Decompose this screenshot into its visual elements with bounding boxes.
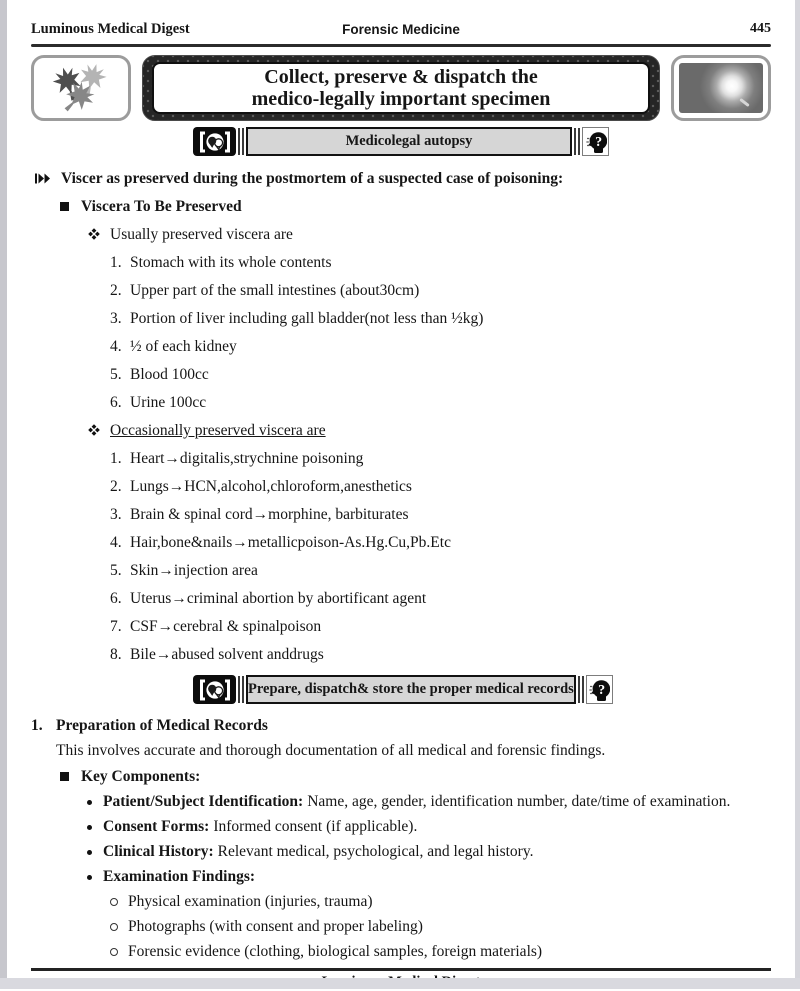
list-item: Lungs→HCN,alcohol,chloroform,anesthetics <box>130 478 412 495</box>
list-item: Heart→digitalis,strychnine poisoning <box>130 450 364 467</box>
usually-preserved-text: Usually preserved viscera are <box>110 226 293 243</box>
occasionally-preserved-text: Occasionally preserved viscera are <box>110 422 326 439</box>
records-heading-title: Preparation of Medical Records <box>56 717 268 734</box>
poisoning-heading <box>31 169 771 189</box>
chapter-title-line2: medico-legally important specimen <box>251 88 551 110</box>
four-diamond-bullet-icon <box>88 424 100 436</box>
footer-rule <box>31 968 771 971</box>
maple-leaves-icon <box>37 59 125 117</box>
two-faces-icon <box>193 127 236 156</box>
component-text: Informed consent (if applicable). <box>213 818 418 835</box>
records-heading-number: 1. <box>31 717 43 734</box>
chapter-banner-row <box>31 55 771 121</box>
viscera-subheading <box>31 197 771 217</box>
chapter-title-text <box>152 62 650 114</box>
bar-separator <box>238 128 244 155</box>
component-label: Consent Forms: <box>103 818 210 835</box>
svg-text:?: ? <box>598 682 606 698</box>
bar-separator <box>578 676 584 703</box>
svg-text:?: ? <box>594 134 602 150</box>
occasionally-preserved-label <box>31 421 771 441</box>
topic-bar-medical-records <box>193 675 609 704</box>
square-bullet-icon <box>60 202 69 211</box>
list-item: Hair,bone&nails→metallicpoison-As.Hg.Cu,Pb.Etc <box>130 534 451 551</box>
document-page <box>7 0 795 978</box>
component-label: Clinical History: <box>103 843 214 860</box>
usually-preserved-list <box>31 253 771 413</box>
chapter-title-banner <box>142 55 660 121</box>
list-item: Portion of liver including gall bladder(not less than ½kg) <box>130 310 484 327</box>
component-item <box>31 817 771 837</box>
records-intro: This involves accurate and thorough documentation of all medical and forensic findings. <box>56 742 606 759</box>
list-item: Bile→abused solvent anddrugs <box>130 646 324 663</box>
key-components-heading <box>31 767 771 787</box>
list-item: CSF→cerebral & spinalpoison <box>130 618 322 635</box>
usually-preserved-label <box>31 225 771 245</box>
component-item <box>31 867 771 887</box>
list-item: Upper part of the small intestines (about30cm) <box>130 282 420 299</box>
poisoning-heading-text: Viscer as preserved during the postmortem of a suspected case of poisoning: <box>61 170 564 187</box>
occasionally-preserved-list <box>31 449 771 665</box>
viscera-subheading-text: Viscera To Be Preserved <box>81 198 242 215</box>
list-item: ½ of each kidney <box>130 338 237 355</box>
page-edge-bottom <box>0 978 800 989</box>
header-rule <box>31 44 771 47</box>
header-book-title: Luminous Medical Digest <box>31 21 190 37</box>
component-text: Relevant medical, psychological, and legal history. <box>217 843 534 860</box>
topic-bar-label: Medicolegal autopsy <box>246 127 572 156</box>
component-item <box>31 842 771 862</box>
glowing-light-photo <box>679 63 763 113</box>
leaves-image <box>31 55 131 121</box>
question-head-icon <box>586 675 613 704</box>
bar-separator <box>574 128 580 155</box>
page-edge-right <box>795 0 800 989</box>
finding-item: Physical examination (injuries, trauma) <box>31 892 771 912</box>
page-header <box>31 0 771 40</box>
component-label: Examination Findings: <box>103 868 256 885</box>
finding-item: Photographs (with consent and proper labeling) <box>31 917 771 937</box>
records-heading <box>31 716 771 736</box>
key-components-text: Key Components: <box>81 768 201 785</box>
header-chapter-title: Forensic Medicine <box>342 22 460 37</box>
square-bullet-icon <box>60 772 69 781</box>
four-diamond-bullet-icon <box>88 228 100 240</box>
list-item: Uterus→criminal abortion by abortificant agent <box>130 590 427 607</box>
two-faces-icon <box>193 675 236 704</box>
chapter-title-line1: Collect, preserve & dispatch the <box>264 66 538 88</box>
list-item: Blood 100cc <box>130 366 209 383</box>
page-edge-left <box>0 0 7 989</box>
component-text: Name, age, gender, identification number, date/time of examination. <box>307 793 731 810</box>
header-page-number: 445 <box>750 21 771 36</box>
topic-bar-label: Prepare, dispatch& store the proper medical records <box>246 675 576 704</box>
component-label: Patient/Subject Identification: <box>103 793 304 810</box>
list-item: Stomach with its whole contents <box>130 254 332 271</box>
specimen-photo <box>671 55 771 121</box>
double-arrow-bullet-icon <box>35 173 50 184</box>
question-head-icon <box>582 127 609 156</box>
finding-item: Forensic evidence (clothing, biological samples, foreign materials) <box>31 942 771 962</box>
component-item <box>31 792 771 812</box>
list-item: Brain & spinal cord→morphine, barbiturates <box>130 506 409 523</box>
list-item: Skin→injection area <box>130 562 258 579</box>
bar-separator <box>238 676 244 703</box>
list-item: Urine 100cc <box>130 394 207 411</box>
topic-bar-medicolegal-autopsy <box>193 127 609 156</box>
